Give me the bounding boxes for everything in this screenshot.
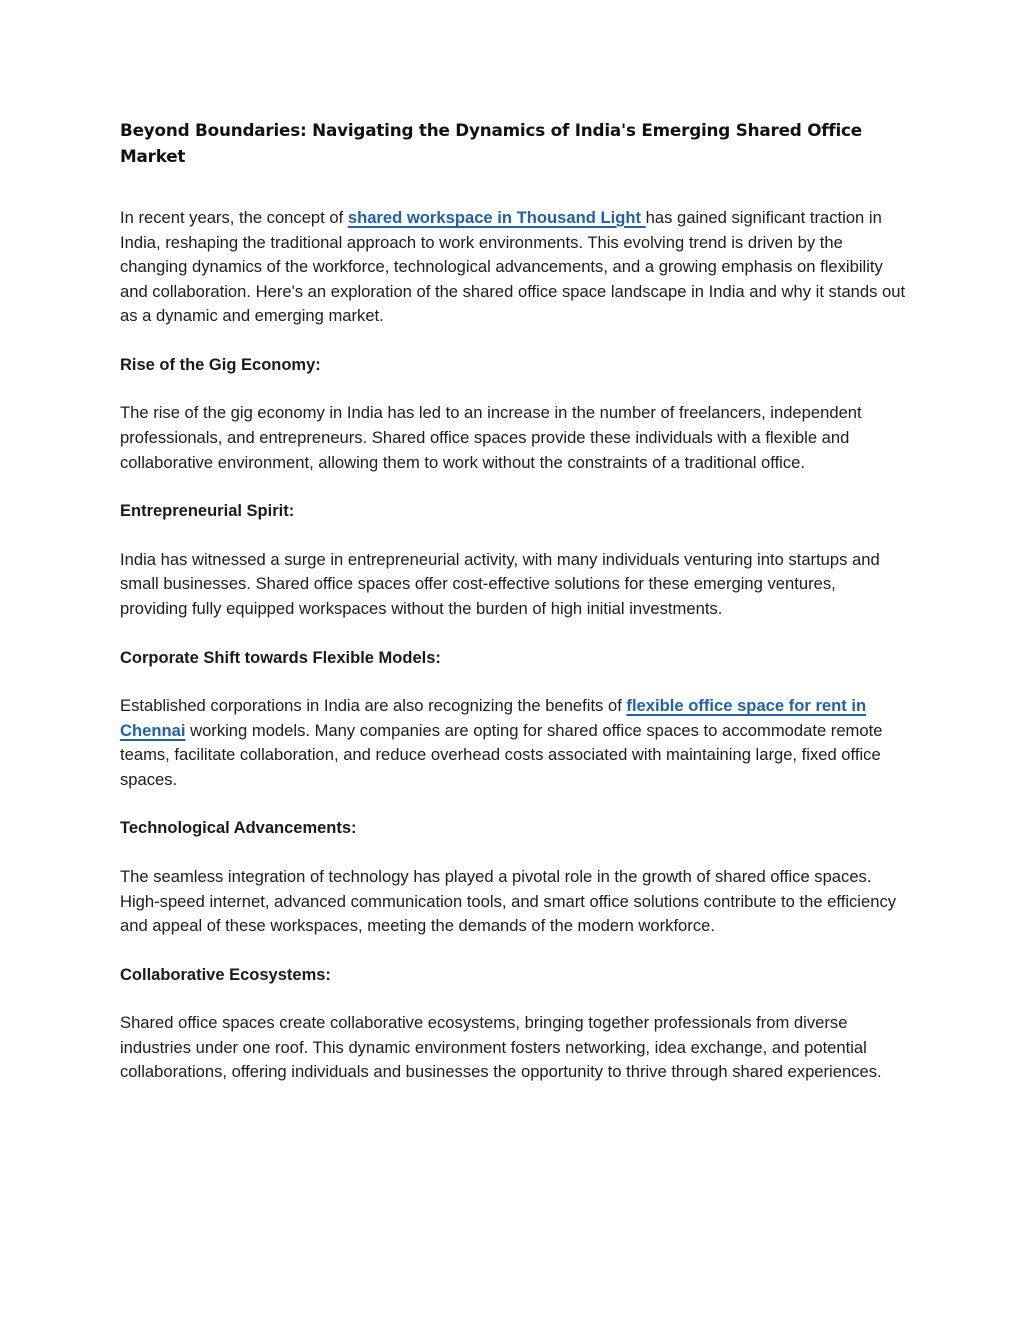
section-body-entrepreneurial-spirit: India has witnessed a surge in entrepreneurial activity, with many individuals venturing into startups and small businesses. Shared office spaces offer cost-effective solutions for these emerging ventures, providing fully equipped workspaces without the burden of high initial investments.	[120, 549, 880, 618]
intro-text-before-link: In recent years, the concept of	[120, 208, 348, 227]
document-content	[120, 118, 906, 1085]
spacer	[120, 670, 906, 694]
section-heading-entrepreneurial-spirit: Entrepreneurial Spirit:	[120, 502, 295, 521]
spacer	[120, 329, 906, 353]
intro-paragraph	[120, 206, 906, 329]
spacer	[120, 524, 906, 548]
page-title: Beyond Boundaries: Navigating the Dynamics of India's Emerging Shared Office Market	[120, 120, 862, 166]
intro-text-after-link: has gained significant traction in India, reshaping the traditional approach to work environments. This evolving trend is driven by the changing dynamics of the workforce, technological advancements, and a growing emphasis on flexibility and collaboration. Here's an exploration of the shared office space landscape in India and why it stands out as a dynamic and emerging market.	[120, 208, 906, 326]
section-heading-technological-advancements: Technological Advancements:	[120, 819, 357, 838]
spacer	[120, 987, 906, 1011]
spacer	[120, 169, 906, 206]
spacer	[120, 841, 906, 865]
spacer	[120, 939, 906, 963]
spacer	[120, 475, 906, 499]
link-shared-workspace-thousand-light[interactable]: shared workspace in Thousand Light	[347, 208, 646, 227]
spacer	[120, 377, 906, 401]
spacer	[120, 792, 906, 816]
section-body-collaborative-ecosystems: Shared office spaces create collaborative ecosystems, bringing together professionals from diverse industries under one roof. This dynamic environment fosters networking, idea exchange, and potential collaborations, offering individuals and businesses the opportunity to thrive through shared experiences.	[120, 1013, 882, 1082]
section-body-corporate-shift	[120, 694, 906, 792]
link-flexible-office-space-rent-chennai[interactable]: flexible office space for rent in Chennai	[120, 696, 867, 740]
section-heading-collaborative-ecosystems: Collaborative Ecosystems:	[120, 965, 331, 984]
section-heading-gig-economy: Rise of the Gig Economy:	[120, 355, 321, 374]
section-heading-corporate-shift: Corporate Shift towards Flexible Models:	[120, 648, 441, 667]
corporate-text-before-link: Established corporations in India are also recognizing the benefits of	[120, 696, 627, 716]
spacer	[120, 622, 906, 646]
section-body-technological-advancements: The seamless integration of technology has played a pivotal role in the growth of shared office spaces. High-speed internet, advanced communication tools, and smart office solutions contribute to the efficiency and appeal of these workspaces, meeting the demands of the modern workforce.	[120, 866, 897, 936]
corporate-text-after-link: working models. Many companies are opting for shared office spaces to accommodate remote teams, facilitate collaboration, and reduce overhead costs associated with maintaining large, fixed office spaces.	[120, 720, 883, 789]
section-body-gig-economy: The rise of the gig economy in India has led to an increase in the number of freelancers, independent professionals, and entrepreneurs. Shared office spaces provide these individuals with a flexible and collaborative environment, allowing them to work without the constraints of a traditional office.	[120, 403, 862, 472]
